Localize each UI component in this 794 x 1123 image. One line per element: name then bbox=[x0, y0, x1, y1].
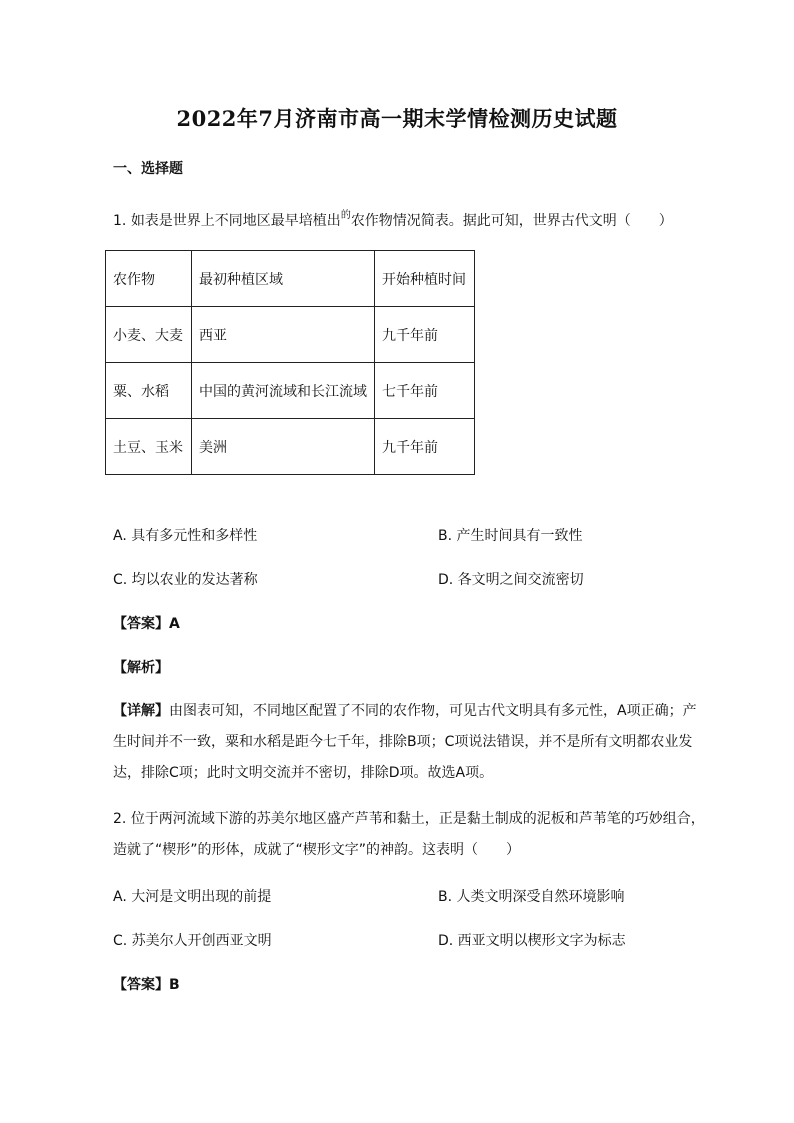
detail-line: 达，排除C项；此时文明交流并不密切，排除D项。故选A项。 bbox=[113, 765, 494, 781]
section-heading: 一、选择题 bbox=[113, 161, 183, 177]
table-cell: 九千年前 bbox=[375, 419, 475, 475]
question-text: 如表是世界上不同地区最早培植出 bbox=[130, 213, 341, 229]
question-2-stem bbox=[113, 804, 705, 866]
option-b: B. 人类文明深受自然环境影响 bbox=[438, 889, 625, 905]
detail-tag: 【详解】 bbox=[113, 703, 169, 719]
page-title: 2022年7月济南市高一期末学情检测历史试题 bbox=[176, 106, 618, 131]
option-a: A. 大河是文明出现的前提 bbox=[113, 889, 272, 905]
analysis-label: 【解析】 bbox=[113, 660, 169, 676]
table-row bbox=[106, 363, 475, 419]
question-text-superscript: 的 bbox=[340, 210, 351, 221]
table-cell: 美洲 bbox=[192, 419, 375, 475]
table-row bbox=[106, 307, 475, 363]
table-header-cell: 最初种植区域 bbox=[192, 251, 375, 307]
detail-paragraph bbox=[113, 696, 697, 789]
table-header-row bbox=[106, 251, 475, 307]
table-cell: 中国的黄河流域和长江流域 bbox=[192, 363, 375, 419]
table-cell: 九千年前 bbox=[375, 307, 475, 363]
question-number: 2. bbox=[113, 811, 127, 827]
question-number: 1. bbox=[113, 213, 127, 229]
table-header-cell: 农作物 bbox=[106, 251, 192, 307]
question-1-stem bbox=[113, 210, 673, 230]
table-cell: 小麦、大麦 bbox=[106, 307, 192, 363]
answer-label: 【答案】B bbox=[113, 977, 180, 993]
option-a: A. 具有多元性和多样性 bbox=[113, 528, 258, 544]
table-cell: 西亚 bbox=[192, 307, 375, 363]
table-row bbox=[106, 419, 475, 475]
question-text: 农作物情况简表。据此可知，世界古代文明（ ） bbox=[350, 213, 673, 229]
crop-table bbox=[105, 250, 475, 475]
answer-label: 【答案】A bbox=[113, 616, 180, 632]
table-cell: 土豆、玉米 bbox=[106, 419, 192, 475]
table-cell: 粟、水稻 bbox=[106, 363, 192, 419]
option-c: C. 均以农业的发达著称 bbox=[113, 572, 258, 588]
table-cell: 七千年前 bbox=[375, 363, 475, 419]
option-d: D. 西亚文明以楔形文字为标志 bbox=[438, 933, 626, 949]
table-header-cell: 开始种植时间 bbox=[375, 251, 475, 307]
question-line: 造就了“楔形”的形体，成就了“楔形文字”的神韵。这表明（ ） bbox=[113, 842, 521, 858]
detail-line: 生时间并不一致，粟和水稻是距今七千年，排除B项；C项说法错误，并不是所有文明都农业发 bbox=[113, 734, 693, 750]
option-b: B. 产生时间具有一致性 bbox=[438, 528, 583, 544]
question-line: 2. 位于两河流域下游的苏美尔地区盛产芦苇和黏土，正是黏土制成的泥板和芦苇笔的巧妙组合， bbox=[113, 811, 705, 827]
option-c: C. 苏美尔人开创西亚文明 bbox=[113, 933, 272, 949]
detail-line: 【详解】由图表可知，不同地区配置了不同的农作物，可见古代文明具有多元性，A项正确；产 bbox=[113, 703, 697, 719]
option-d: D. 各文明之间交流密切 bbox=[438, 572, 584, 588]
